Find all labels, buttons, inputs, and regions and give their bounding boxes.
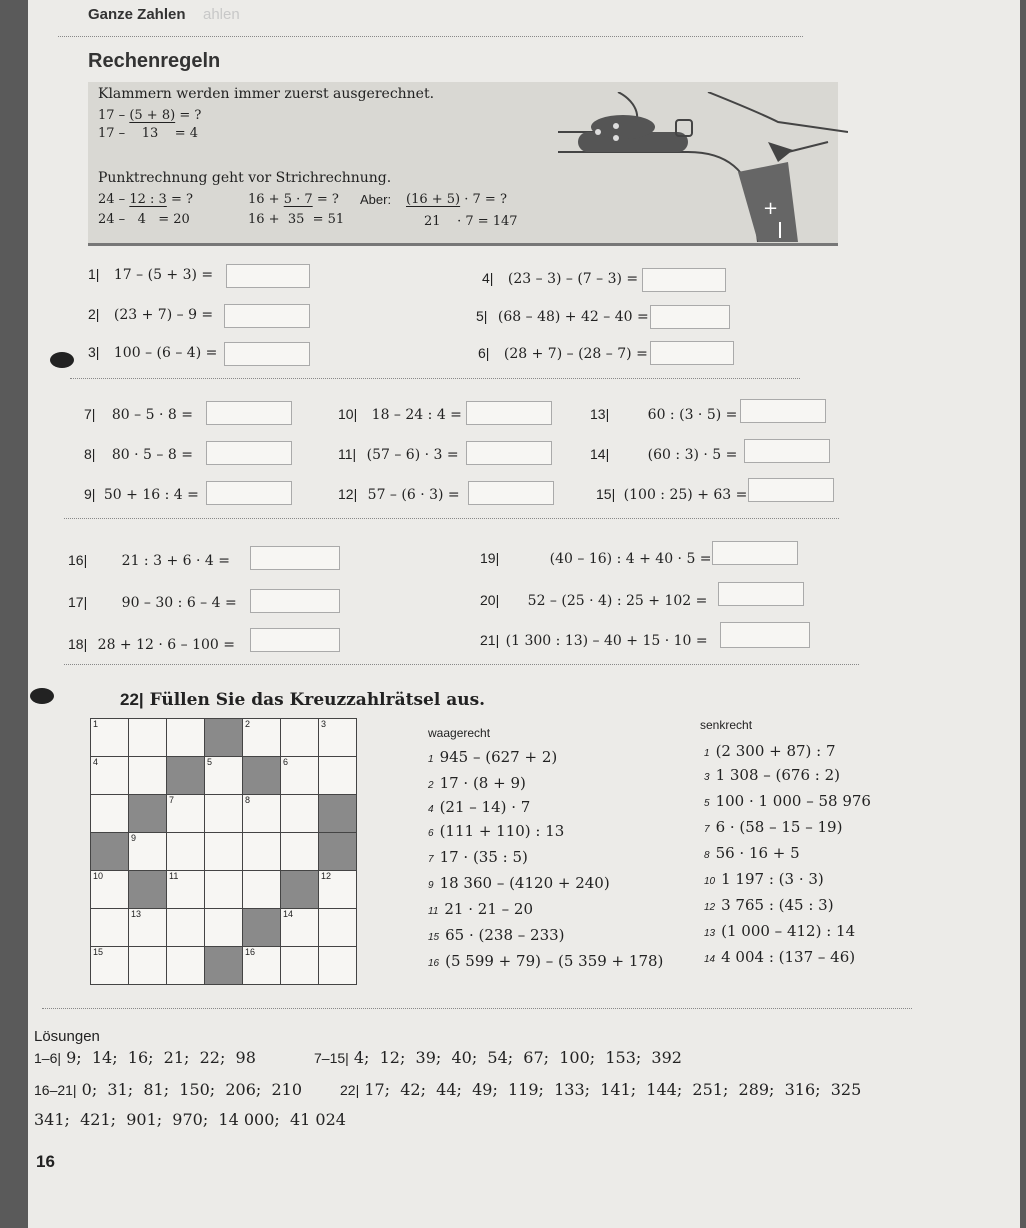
exercise-number: 18| bbox=[68, 636, 88, 652]
exercise-11 bbox=[338, 446, 459, 463]
cell-number: 12 bbox=[321, 871, 332, 881]
exercise-expression: 52 – (25 · 4) : 25 + 102 = bbox=[527, 593, 708, 609]
cell-number: 4 bbox=[93, 757, 99, 767]
exercise-expression: 17 – (5 + 3) = bbox=[113, 267, 214, 283]
exercise-expression: (40 – 16) : 4 + 40 · 5 = bbox=[549, 551, 712, 567]
cell-number: 11 bbox=[169, 871, 179, 881]
solutions-values: 17; 42; 44; 49; 119; 133; 141; 144; 251; 289; 316; 325 bbox=[364, 1080, 862, 1099]
solutions-values: 0; 31; 81; 150; 206; 210 bbox=[81, 1080, 302, 1099]
exercise-21 bbox=[480, 632, 708, 649]
exercise-number: 12| bbox=[338, 486, 358, 502]
clue-down bbox=[704, 870, 824, 888]
answer-box-5[interactable] bbox=[650, 305, 730, 329]
exercise-number: 17| bbox=[68, 594, 88, 610]
exercise-expression: (60 : 3) · 5 = bbox=[647, 447, 738, 463]
rule2-ex2-line2: 16 + 35 = 51 bbox=[248, 212, 345, 227]
clue-expression: 65 · (238 – 233) bbox=[445, 926, 565, 944]
solutions-line-1b bbox=[314, 1048, 682, 1067]
clue-number: 1 bbox=[428, 754, 434, 765]
clue-down bbox=[704, 922, 855, 940]
clue-number: 4 bbox=[428, 804, 434, 815]
crossword-cell[interactable] bbox=[91, 795, 129, 833]
clue-down bbox=[704, 844, 800, 862]
clue-expression: 4 004 : (137 – 46) bbox=[721, 948, 856, 966]
rule2-ex1-line1 bbox=[98, 192, 193, 207]
answer-box-12[interactable] bbox=[468, 481, 554, 505]
crossword-cell[interactable] bbox=[167, 909, 205, 947]
exercise-expression: (1 300 : 13) – 40 + 15 · 10 = bbox=[505, 633, 708, 649]
crossword-cell[interactable] bbox=[281, 947, 319, 985]
clue-expression: 56 · 16 + 5 bbox=[715, 844, 800, 862]
difficulty-dot-icon bbox=[50, 352, 74, 368]
divider bbox=[42, 1008, 912, 1009]
exercise-1 bbox=[88, 266, 213, 283]
exercise-number: 19| bbox=[480, 550, 500, 566]
crossword-blocked-cell bbox=[243, 757, 281, 795]
solutions-label: 7–15| bbox=[314, 1050, 349, 1066]
solutions-values: 4; 12; 39; 40; 54; 67; 100; 153; 392 bbox=[353, 1048, 682, 1067]
solutions-line-1a bbox=[34, 1048, 256, 1067]
crossword-cell[interactable] bbox=[281, 719, 319, 757]
crossword-cell[interactable] bbox=[243, 947, 281, 985]
cell-number: 2 bbox=[245, 719, 251, 729]
crossword-cell[interactable] bbox=[205, 871, 243, 909]
page-number: 16 bbox=[36, 1152, 55, 1171]
clue-expression: 100 · 1 000 – 58 976 bbox=[715, 792, 871, 810]
rule2-text: Punktrechnung geht vor Strichrechnung. bbox=[98, 170, 392, 186]
crossword-grid bbox=[90, 718, 357, 985]
exercise-expression: 50 + 16 : 4 = bbox=[103, 487, 199, 503]
exercise-16 bbox=[68, 552, 230, 569]
crossword-blocked-cell bbox=[167, 757, 205, 795]
answer-box-16[interactable] bbox=[250, 546, 340, 570]
clue-number: 11 bbox=[428, 906, 439, 917]
exercise-17 bbox=[68, 594, 237, 611]
clue-across bbox=[428, 822, 564, 840]
crossword-blocked-cell bbox=[129, 795, 167, 833]
crossword-cell[interactable] bbox=[205, 833, 243, 871]
crossword-cell[interactable] bbox=[281, 909, 319, 947]
rule1-example-line1 bbox=[98, 108, 201, 123]
clue-number: 6 bbox=[428, 828, 434, 839]
exercise-number: 4| bbox=[482, 270, 494, 286]
exercise-expression: (100 : 25) + 63 = bbox=[623, 487, 748, 503]
crossword-cell[interactable] bbox=[319, 947, 357, 985]
answer-box-7[interactable] bbox=[206, 401, 292, 425]
task-number: 22| bbox=[120, 690, 144, 709]
clue-across bbox=[428, 900, 533, 918]
exercise-5 bbox=[476, 308, 649, 325]
exercise-number: 20| bbox=[480, 592, 500, 608]
clue-down bbox=[704, 792, 871, 810]
answer-box-14[interactable] bbox=[744, 439, 830, 463]
crossword-cell[interactable] bbox=[281, 795, 319, 833]
clue-across bbox=[428, 874, 610, 892]
exercise-number: 16| bbox=[68, 552, 88, 568]
exercise-number: 6| bbox=[478, 345, 490, 361]
clue-expression: 3 765 : (45 : 3) bbox=[721, 896, 834, 914]
solutions-label: 22| bbox=[340, 1082, 360, 1098]
exercise-number: 3| bbox=[88, 344, 100, 360]
clue-number: 7 bbox=[428, 854, 434, 865]
crossword-cell[interactable] bbox=[91, 871, 129, 909]
cell-number: 16 bbox=[245, 947, 256, 957]
exercise-number: 5| bbox=[476, 308, 488, 324]
exercise-9 bbox=[84, 486, 199, 503]
crossword-cell[interactable] bbox=[319, 871, 357, 909]
crossword-cell[interactable] bbox=[167, 719, 205, 757]
exercise-expression: 21 : 3 + 6 · 4 = bbox=[121, 553, 230, 569]
divider bbox=[64, 664, 859, 665]
difficulty-dot-icon bbox=[30, 688, 54, 704]
clue-number: 8 bbox=[704, 850, 710, 861]
cell-number: 10 bbox=[93, 871, 104, 881]
exercise-4 bbox=[482, 270, 638, 287]
crossword-cell[interactable] bbox=[243, 833, 281, 871]
exercise-number: 14| bbox=[590, 446, 610, 462]
crossword-cell[interactable] bbox=[243, 871, 281, 909]
clue-number: 5 bbox=[704, 798, 710, 809]
clue-expression: (21 – 14) · 7 bbox=[439, 798, 531, 816]
exercise-expression: (68 – 48) + 42 – 40 = bbox=[497, 309, 649, 325]
crossword-cell[interactable] bbox=[167, 795, 205, 833]
rule1-example-line2: 17 – 13 = 4 bbox=[98, 126, 199, 141]
clue-number: 2 bbox=[428, 780, 434, 791]
crossword-cell[interactable] bbox=[129, 757, 167, 795]
clue-expression: 17 · (8 + 9) bbox=[439, 774, 526, 792]
rule2-ex3-label: Aber: bbox=[360, 192, 392, 207]
clue-number: 12 bbox=[704, 902, 716, 913]
crossword-cell[interactable] bbox=[167, 871, 205, 909]
rule2-ex2-l1c: = ? bbox=[316, 192, 339, 207]
clue-number: 14 bbox=[704, 954, 716, 965]
clues-down-title: senkrecht bbox=[700, 718, 753, 732]
exercise-number: 10| bbox=[338, 406, 358, 422]
answer-box-19[interactable] bbox=[712, 541, 798, 565]
clue-expression: 1 197 : (3 · 3) bbox=[721, 870, 824, 888]
exercise-14 bbox=[590, 446, 737, 463]
crossword-cell[interactable] bbox=[205, 909, 243, 947]
answer-box-17[interactable] bbox=[250, 589, 340, 613]
exercise-number: 1| bbox=[88, 266, 100, 282]
rule2-ex1-l1b: 12 : 3 bbox=[129, 192, 167, 207]
cell-number: 9 bbox=[131, 833, 137, 843]
crossword-cell[interactable] bbox=[91, 909, 129, 947]
clue-expression: (1 000 – 412) : 14 bbox=[721, 922, 856, 940]
exercise-expression: 57 – (6 · 3) = bbox=[367, 487, 460, 503]
clue-expression: (2 300 + 87) : 7 bbox=[715, 742, 836, 760]
answer-box-1[interactable] bbox=[226, 264, 310, 288]
exercise-expression: (23 + 7) – 9 = bbox=[113, 307, 214, 323]
answer-box-6[interactable] bbox=[650, 341, 734, 365]
exercise-expression: 60 : (3 · 5) = bbox=[647, 407, 738, 423]
solutions-label: 1–6| bbox=[34, 1050, 61, 1066]
clue-across bbox=[428, 748, 557, 766]
car-road-illustration bbox=[558, 92, 848, 242]
rule2-ex2-l1b: 5 · 7 bbox=[283, 192, 313, 207]
clue-across bbox=[428, 774, 526, 792]
exercise-expression: (57 – 6) · 3 = bbox=[366, 447, 459, 463]
exercise-3 bbox=[88, 344, 217, 361]
cell-number: 1 bbox=[93, 719, 99, 729]
solutions-label: 16–21| bbox=[34, 1082, 77, 1098]
crossword-cell[interactable] bbox=[91, 947, 129, 985]
rule2-ex3-line1 bbox=[406, 192, 507, 207]
rule1-l1b: (5 + 8) bbox=[129, 108, 176, 123]
answer-box-4[interactable] bbox=[642, 268, 726, 292]
exercise-7 bbox=[84, 406, 193, 423]
rule1-text: Klammern werden immer zuerst ausgerechnet. bbox=[98, 86, 435, 102]
clue-number: 1 bbox=[704, 748, 710, 759]
clue-expression: (5 599 + 79) – (5 359 + 178) bbox=[445, 952, 664, 970]
exercise-6 bbox=[478, 345, 648, 362]
exercise-number: 21| bbox=[480, 632, 500, 648]
exercise-number: 8| bbox=[84, 446, 96, 462]
answer-box-3[interactable] bbox=[224, 342, 310, 366]
clue-expression: 17 · (35 : 5) bbox=[439, 848, 528, 866]
crossword-cell[interactable] bbox=[243, 719, 281, 757]
crossword-cell[interactable] bbox=[129, 719, 167, 757]
rule2-ex3-l1b: · 7 = ? bbox=[464, 192, 507, 207]
divider bbox=[58, 36, 803, 37]
rule2-ex1-l1c: = ? bbox=[170, 192, 193, 207]
crossword-blocked-cell bbox=[129, 871, 167, 909]
rule2-ex2-line1 bbox=[248, 192, 339, 207]
exercise-number: 2| bbox=[88, 306, 100, 322]
crossword-cell[interactable] bbox=[167, 947, 205, 985]
clue-number: 7 bbox=[704, 824, 710, 835]
exercise-19 bbox=[480, 550, 712, 567]
crossword-cell[interactable] bbox=[319, 757, 357, 795]
clue-down bbox=[704, 896, 834, 914]
exercise-15 bbox=[596, 486, 747, 503]
clue-number: 15 bbox=[428, 932, 440, 943]
answer-box-18[interactable] bbox=[250, 628, 340, 652]
clue-expression: (111 + 110) : 13 bbox=[439, 822, 565, 840]
crossword-cell[interactable] bbox=[129, 833, 167, 871]
clue-across bbox=[428, 848, 528, 866]
rule2-ex2-l1a: 16 + bbox=[248, 192, 280, 207]
svg-text:+: + bbox=[763, 198, 779, 219]
rules-box bbox=[88, 82, 838, 246]
crossword-blocked-cell bbox=[205, 719, 243, 757]
clue-down bbox=[704, 742, 836, 760]
crossword-cell[interactable] bbox=[319, 719, 357, 757]
cell-number: 5 bbox=[207, 757, 213, 767]
clue-down bbox=[704, 948, 855, 966]
answer-box-2[interactable] bbox=[224, 304, 310, 328]
crossword-cell[interactable] bbox=[319, 909, 357, 947]
crossword-cell[interactable] bbox=[281, 833, 319, 871]
crossword-cell[interactable] bbox=[91, 757, 129, 795]
answer-box-13[interactable] bbox=[740, 399, 826, 423]
crossword-blocked-cell bbox=[205, 947, 243, 985]
crossword-cell[interactable] bbox=[167, 833, 205, 871]
cell-number: 15 bbox=[93, 947, 104, 957]
solutions-line-3: 341; 421; 901; 970; 14 000; 41 024 bbox=[34, 1110, 346, 1129]
exercise-expression: 28 + 12 · 6 – 100 = bbox=[97, 637, 235, 653]
section-title: Rechenregeln bbox=[88, 50, 221, 72]
divider bbox=[64, 518, 839, 519]
crossword-blocked-cell bbox=[243, 909, 281, 947]
exercise-expression: 80 · 5 – 8 = bbox=[111, 447, 193, 463]
cell-number: 8 bbox=[245, 795, 251, 805]
crossword-cell[interactable] bbox=[91, 719, 129, 757]
divider bbox=[70, 378, 800, 379]
answer-box-8[interactable] bbox=[206, 441, 292, 465]
answer-box-15[interactable] bbox=[748, 478, 834, 502]
clue-expression: 6 · (58 – 15 – 19) bbox=[715, 818, 843, 836]
clue-expression: 1 308 – (676 : 2) bbox=[715, 766, 841, 784]
rule1-l1a: 17 – bbox=[98, 108, 126, 123]
clue-number: 9 bbox=[428, 880, 434, 891]
clue-down bbox=[704, 766, 840, 784]
clue-expression: 18 360 – (4120 + 240) bbox=[439, 874, 610, 892]
exercise-expression: 18 – 24 : 4 = bbox=[371, 407, 462, 423]
clue-across bbox=[428, 952, 663, 970]
crossword-cell[interactable] bbox=[129, 909, 167, 947]
solutions-values: 9; 14; 16; 21; 22; 98 bbox=[66, 1048, 256, 1067]
crossword-cell[interactable] bbox=[129, 947, 167, 985]
textbook-page bbox=[28, 0, 1020, 1228]
solutions-line-2a bbox=[34, 1080, 302, 1099]
exercise-2 bbox=[88, 306, 213, 323]
answer-box-11[interactable] bbox=[466, 441, 552, 465]
cell-number: 7 bbox=[169, 795, 175, 805]
clue-across bbox=[428, 798, 530, 816]
clue-number: 3 bbox=[704, 772, 710, 783]
cell-number: 3 bbox=[321, 719, 327, 729]
solutions-title: Lösungen bbox=[34, 1028, 100, 1045]
rule1-l1c: = ? bbox=[179, 108, 202, 123]
answer-box-9[interactable] bbox=[206, 481, 292, 505]
crossword-cell[interactable] bbox=[205, 795, 243, 833]
clue-number: 10 bbox=[704, 876, 716, 887]
cell-number: 6 bbox=[283, 757, 289, 767]
clues-across-title: waagerecht bbox=[428, 726, 491, 740]
crossword-cell[interactable] bbox=[243, 795, 281, 833]
exercise-expression: (23 – 3) – (7 – 3) = bbox=[507, 271, 639, 287]
exercise-expression: 80 – 5 · 8 = bbox=[111, 407, 193, 423]
clue-number: 13 bbox=[704, 928, 716, 939]
chapter-header-ghost: ahlen bbox=[203, 6, 240, 23]
answer-box-10[interactable] bbox=[466, 401, 552, 425]
exercise-number: 11| bbox=[338, 446, 357, 462]
exercise-number: 7| bbox=[84, 406, 96, 422]
task-22-heading bbox=[120, 690, 485, 710]
rule2-ex1-line2: 24 – 4 = 20 bbox=[98, 212, 190, 227]
cell-number: 13 bbox=[131, 909, 142, 919]
exercise-number: 13| bbox=[590, 406, 610, 422]
crossword-cell[interactable] bbox=[281, 757, 319, 795]
clue-down bbox=[704, 818, 842, 836]
exercise-number: 9| bbox=[84, 486, 96, 502]
task-text: Füllen Sie das Kreuzzahlrätsel aus. bbox=[149, 690, 486, 710]
exercise-12 bbox=[338, 486, 460, 503]
clue-number: 16 bbox=[428, 958, 440, 969]
rule2-ex3-l1a: (16 + 5) bbox=[406, 192, 461, 207]
exercise-18 bbox=[68, 636, 235, 653]
answer-box-20[interactable] bbox=[718, 582, 804, 606]
crossword-blocked-cell bbox=[91, 833, 129, 871]
exercise-8 bbox=[84, 446, 193, 463]
crossword-blocked-cell bbox=[319, 795, 357, 833]
exercise-expression: 90 – 30 : 6 – 4 = bbox=[121, 595, 237, 611]
clue-across bbox=[428, 926, 565, 944]
exercise-number: 15| bbox=[596, 486, 616, 502]
exercise-20 bbox=[480, 592, 707, 609]
rule2-ex1-l1a: 24 – bbox=[98, 192, 126, 207]
crossword-blocked-cell bbox=[281, 871, 319, 909]
clue-expression: 945 – (627 + 2) bbox=[439, 748, 558, 766]
exercise-13 bbox=[590, 406, 737, 423]
cell-number: 14 bbox=[283, 909, 294, 919]
solutions-line-2b bbox=[340, 1080, 861, 1099]
crossword-blocked-cell bbox=[319, 833, 357, 871]
chapter-header: Ganze Zahlen bbox=[88, 6, 186, 23]
exercise-10 bbox=[338, 406, 462, 423]
exercise-expression: 100 – (6 – 4) = bbox=[113, 345, 218, 361]
exercise-expression: (28 + 7) – (28 – 7) = bbox=[503, 346, 648, 362]
answer-box-21[interactable] bbox=[720, 622, 810, 648]
clue-expression: 21 · 21 – 20 bbox=[444, 900, 533, 918]
rule2-ex3-line2: 21 · 7 = 147 bbox=[424, 214, 518, 229]
crossword-cell[interactable] bbox=[205, 757, 243, 795]
